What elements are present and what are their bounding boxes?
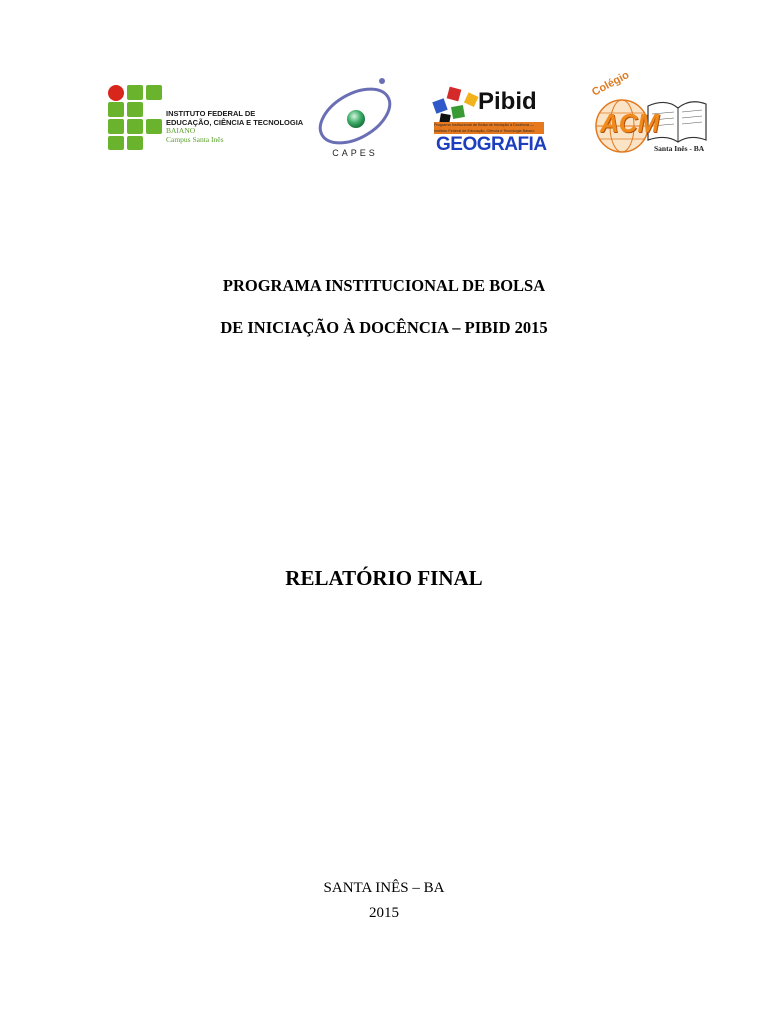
if-line-3: BAIANO <box>166 126 196 135</box>
if-line-1: INSTITUTO FEDERAL DE <box>166 109 256 118</box>
footer-place: SANTA INÊS – BA <box>323 880 445 896</box>
pibid-blocks-icon <box>430 86 480 126</box>
footer-year: 2015 <box>369 905 399 921</box>
program-title-line-2: DE INICIAÇÃO À DOCÊNCIA – PIBID 2015 <box>220 318 548 337</box>
if-line-4: Campus Santa Inês <box>166 134 224 144</box>
capes-orbit-icon <box>310 78 400 148</box>
if-grid-icon <box>106 84 164 150</box>
colegio-acm-logo <box>586 69 710 158</box>
capes-label: CAPES <box>332 148 378 158</box>
if-baiano-logo <box>106 84 304 154</box>
acm-letters: ACM <box>600 108 660 138</box>
if-baiano-text <box>166 110 303 144</box>
capes-logo <box>310 78 400 162</box>
document-title: RELATÓRIO FINAL <box>285 566 483 590</box>
logo-bar <box>0 69 768 162</box>
pibid-tagline: Programa Institucional de Bolsa de Iniciação à Docência — Instituto Federal de Educação, Ciência e Tecnologia Baiano <box>434 122 544 134</box>
pibid-subject: GEOGRAFIA <box>436 134 547 155</box>
pibid-word: Pibid <box>478 88 537 115</box>
pibid-logo <box>428 82 550 160</box>
acm-colegio-text: Colégio <box>590 69 632 99</box>
acm-place: Santa Inês - BA <box>654 144 705 153</box>
if-line-2: EDUCAÇÃO, CIÊNCIA E TECNOLOGIA <box>166 117 304 127</box>
program-title-line-1: PROGRAMA INSTITUCIONAL DE BOLSA <box>222 276 546 295</box>
